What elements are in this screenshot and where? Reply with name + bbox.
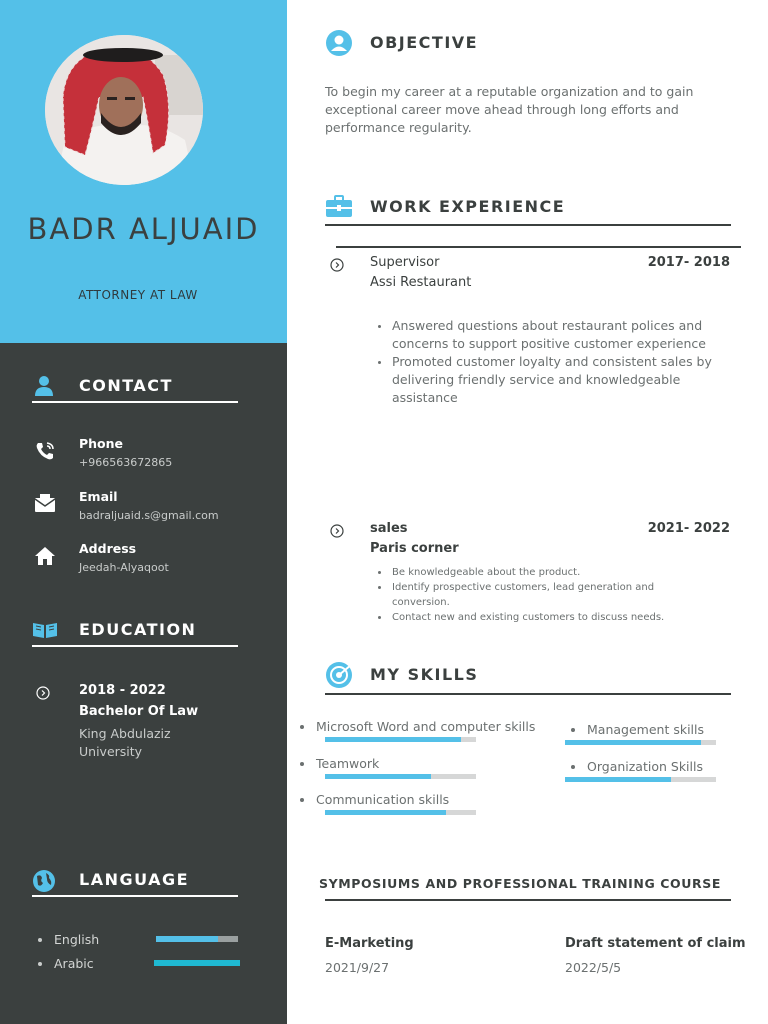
- skill-name: Teamwork: [316, 756, 380, 771]
- bullet: [300, 725, 304, 729]
- job-duty: Contact new and existing customers to discuss needs.: [392, 610, 672, 625]
- skill-name: Communication skills: [316, 792, 450, 807]
- work-divider-secondary: [336, 246, 741, 248]
- skill-item: [300, 792, 560, 822]
- phone-icon: [34, 440, 56, 462]
- language-level-bar: [154, 960, 240, 966]
- skill-level-bar: [325, 737, 476, 742]
- language-name: English: [54, 932, 100, 947]
- course-date: 2021/9/27: [325, 960, 390, 975]
- training-heading: SYMPOSIUMS AND PROFESSIONAL TRAINING COURSE: [319, 876, 721, 891]
- education-heading-label: EDUCATION: [79, 620, 197, 639]
- globe-icon: [32, 869, 58, 891]
- objective-text: To begin my career at a reputable organization and to gain exceptional career move ahead through long efforts and performance regularity.: [325, 84, 694, 135]
- chevron-circle-icon: [330, 523, 344, 537]
- user-circle-icon: [325, 29, 353, 57]
- skill-item: [300, 756, 560, 786]
- job-role: Supervisor: [370, 255, 440, 270]
- contact-phone: [32, 436, 252, 476]
- bullet: [300, 798, 304, 802]
- email-value[interactable]: badraljuaid.s@gmail.com: [79, 509, 219, 522]
- job-duties: [392, 565, 672, 625]
- profile-photo: [45, 35, 203, 185]
- person-title: ATTORNEY AT LAW: [78, 288, 198, 302]
- address-label: Address: [79, 541, 137, 556]
- address-value: Jeedah-Alyaqoot: [79, 561, 169, 574]
- language-level-bar: [156, 936, 238, 942]
- skill-item: [300, 719, 560, 749]
- skill-level-fill: [325, 810, 446, 815]
- bullet: [571, 728, 575, 732]
- skills-heading-label: MY SKILLS: [370, 665, 479, 684]
- contact-email: [32, 489, 252, 529]
- briefcase-icon: [325, 193, 353, 221]
- course-entry: [565, 936, 746, 975]
- training-divider: [325, 899, 731, 901]
- language-english: [38, 932, 248, 948]
- skill-name: Management skills: [587, 722, 704, 737]
- education-heading: [32, 619, 238, 647]
- contact-heading: [32, 375, 238, 403]
- job-duty: Answered questions about restaurant polices and concerns to support positive customer experience: [392, 317, 712, 353]
- skills-divider: [325, 693, 731, 695]
- language-heading-label: LANGUAGE: [79, 870, 190, 889]
- skill-level-fill: [565, 740, 701, 745]
- skill-level-fill: [565, 777, 671, 782]
- job-role: sales: [370, 521, 408, 536]
- job-years: 2021- 2022: [647, 521, 730, 536]
- job-years: 2017- 2018: [647, 255, 730, 270]
- language-heading: [32, 869, 238, 897]
- phone-label: Phone: [79, 436, 124, 451]
- course-entry: [325, 936, 414, 975]
- job-duty: Identify prospective customers, lead generation and conversion.: [392, 580, 672, 610]
- chevron-circle-icon: [330, 257, 344, 271]
- skill-level-bar: [325, 774, 476, 779]
- home-icon: [34, 545, 56, 567]
- contact-heading-label: CONTACT: [79, 376, 173, 395]
- job-company: Paris corner: [370, 541, 459, 556]
- bullet: [571, 765, 575, 769]
- email-label: Email: [79, 489, 118, 504]
- skill-level-fill: [325, 774, 431, 779]
- chevron-circle-icon: [36, 685, 50, 699]
- skill-level-bar: [325, 810, 476, 815]
- education-school: King Abdulaziz University: [79, 726, 171, 759]
- work-heading-label: WORK EXPERIENCE: [370, 197, 566, 216]
- skill-level-bar: [565, 777, 716, 782]
- skill-item: [571, 759, 751, 789]
- language-name: Arabic: [54, 956, 94, 971]
- language-level-fill: [156, 936, 218, 942]
- skill-level-fill: [325, 737, 461, 742]
- bullet: [38, 962, 42, 966]
- job-duty: Be knowledgeable about the product.: [392, 565, 672, 580]
- book-icon: [32, 619, 58, 641]
- job-duties: [392, 317, 712, 407]
- language-level-fill: [154, 960, 240, 966]
- job-company: Assi Restaurant: [370, 275, 472, 290]
- skill-name: Microsoft Word and computer skills: [316, 719, 536, 734]
- target-icon: [325, 661, 353, 689]
- skill-item: [571, 722, 751, 752]
- objective-heading-label: OBJECTIVE: [370, 33, 479, 52]
- education-years: 2018 - 2022: [79, 683, 166, 698]
- language-arabic: [38, 956, 248, 972]
- contact-address: [32, 541, 252, 581]
- envelope-icon: [34, 493, 56, 515]
- person-icon: [32, 375, 58, 397]
- course-date: 2022/5/5: [565, 960, 622, 975]
- bullet: [38, 938, 42, 942]
- course-name: Draft statement of claim: [565, 936, 746, 951]
- bullet: [300, 762, 304, 766]
- education-degree: Bachelor Of Law: [79, 704, 199, 719]
- job-duty: Promoted customer loyalty and consistent sales by delivering friendly service and knowledgeable assistance: [392, 354, 712, 405]
- person-name: BADR ALJUAID: [27, 212, 260, 246]
- course-name: E-Marketing: [325, 936, 414, 951]
- skill-name: Organization Skills: [587, 759, 703, 774]
- phone-value[interactable]: +966563672865: [79, 456, 173, 469]
- skill-level-bar: [565, 740, 716, 745]
- work-divider: [325, 224, 731, 226]
